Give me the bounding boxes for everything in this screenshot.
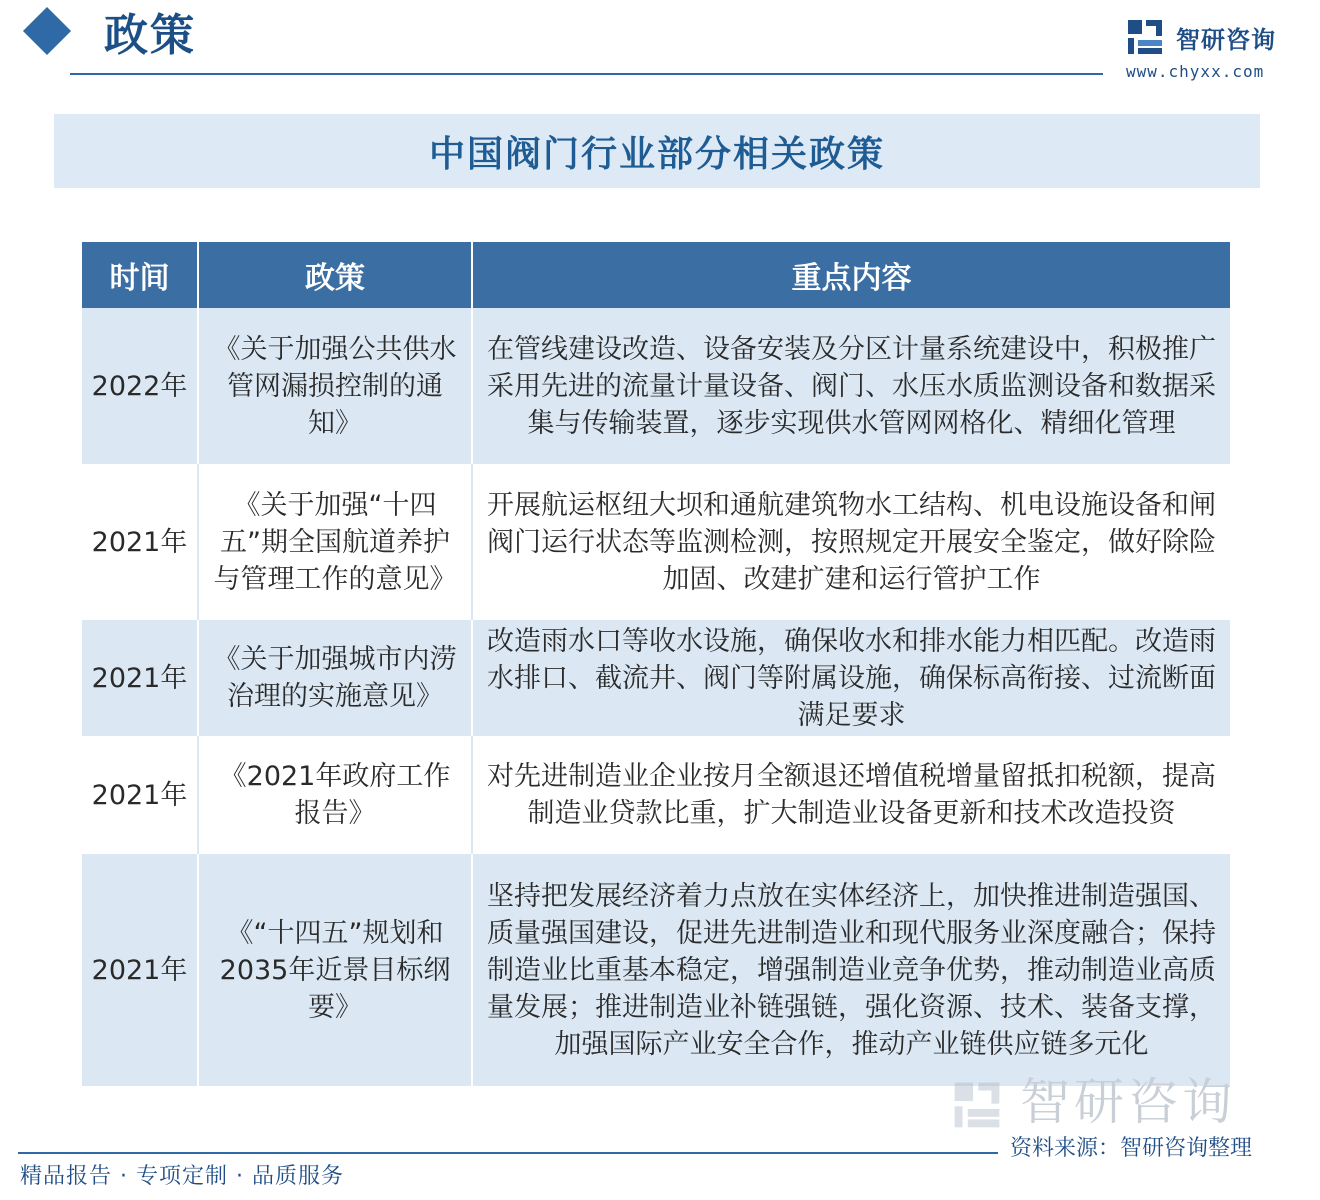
table-row (82, 620, 1230, 736)
cell-policy: 《“十四五”规划和2035年近景目标纲要》 (198, 854, 472, 1086)
source-note: 资料来源：智研咨询整理 (1010, 1136, 1253, 1161)
cell-policy: 《2021年政府工作报告》 (198, 736, 472, 854)
cell-content: 改造雨水口等收水设施，确保收水和排水能力相匹配。改造雨水排口、截流井、阀门等附属设施，确保标高衔接、过流断面满足要求 (472, 620, 1230, 736)
cell-time: 2021年 (82, 736, 198, 854)
cell-policy: 《关于加强公共供水管网漏损控制的通知》 (198, 308, 472, 464)
brand-name: 智研咨询 (1176, 26, 1276, 54)
cell-time: 2021年 (82, 620, 198, 736)
cell-policy: 《关于加强城市内涝治理的实施意见》 (198, 620, 472, 736)
watermark-text: 智研咨询 (1020, 1073, 1236, 1131)
table-row (82, 464, 1230, 620)
column-header-content: 重点内容 (472, 242, 1230, 308)
cell-content: 在管线建设改造、设备安装及分区计量系统建设中，积极推广采用先进的流量计量设备、阀门、水压水质监测设备和数据采集与传输装置，逐步实现供水管网网格化、精细化管理 (472, 308, 1230, 464)
cell-content: 坚持把发展经济着力点放在实体经济上，加快推进制造强国、质量强国建设，促进先进制造业和现代服务业深度融合；保持制造业比重基本稳定，增强制造业竞争优势，推动制造业高质量发展；推进制造业补链强链，强化资源、技术、装备支撑，加强国际产业安全合作，推动产业链供应链多元化 (472, 854, 1230, 1086)
table-header-row (82, 242, 1230, 308)
table-title: 中国阀门行业部分相关政策 (428, 133, 885, 175)
section-diamond-icon (23, 7, 71, 55)
table-title-banner (54, 114, 1260, 188)
cell-content: 对先进制造业企业按月全额退还增值税增量留抵扣税额，提高制造业贷款比重，扩大制造业设备更新和技术改造投资 (472, 736, 1230, 854)
header-divider (70, 73, 1103, 75)
policy-table (82, 242, 1230, 1086)
cell-time: 2021年 (82, 464, 198, 620)
column-header-time: 时间 (82, 242, 198, 308)
section-title: 政策 (104, 10, 196, 61)
watermark-logo-icon (952, 1080, 1002, 1130)
footer-slogan: 精品报告 · 专项定制 · 品质服务 (20, 1164, 344, 1189)
column-header-policy: 政策 (198, 242, 472, 308)
table-row (82, 854, 1230, 1086)
brand-mark-icon (1126, 18, 1164, 56)
footer-divider (18, 1152, 998, 1154)
cell-policy: 《关于加强“十四五”期全国航道养护与管理工作的意见》 (198, 464, 472, 620)
cell-content: 开展航运枢纽大坝和通航建筑物水工结构、机电设施设备和闸阀门运行状态等监测检测，按照规定开展安全鉴定，做好除险加固、改建扩建和运行管护工作 (472, 464, 1230, 620)
cell-time: 2022年 (82, 308, 198, 464)
table-row (82, 736, 1230, 854)
brand-url[interactable]: www.chyxx.com (1126, 62, 1265, 81)
table-row (82, 308, 1230, 464)
brand-logo[interactable] (1126, 16, 1286, 80)
cell-time: 2021年 (82, 854, 198, 1086)
